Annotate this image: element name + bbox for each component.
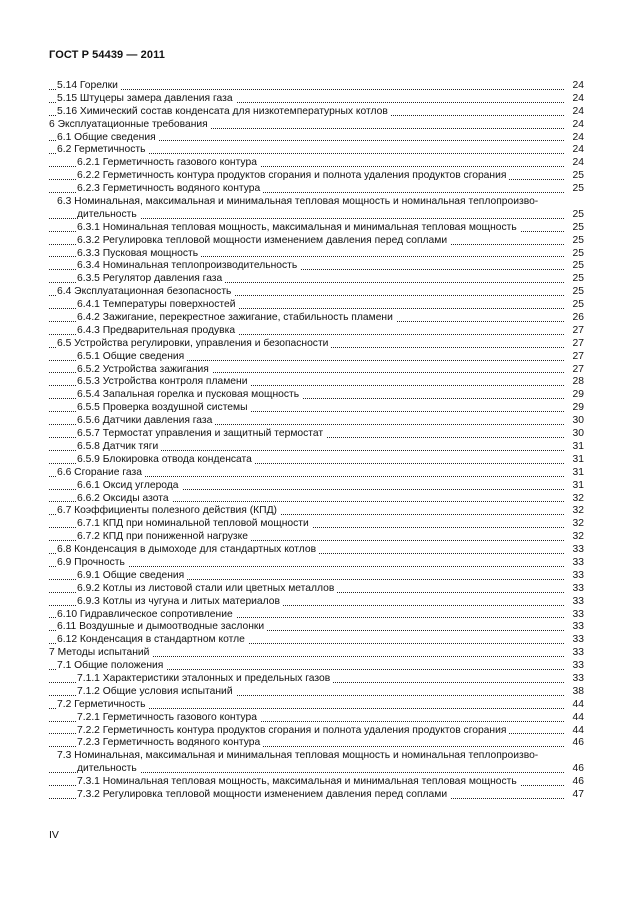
toc-entry-page: 30 bbox=[566, 415, 584, 428]
toc-entry-title: 7.2.3 Герметичность водяного контура bbox=[77, 737, 263, 750]
toc-entry[interactable] bbox=[49, 660, 584, 673]
toc-entry-title: 6.7.2 КПД при пониженной нагрузке bbox=[77, 531, 251, 544]
toc-entry-title: 6.7 Коэффициенты полезного действия (КПД) bbox=[57, 505, 280, 518]
toc-entry-title: 6.3 Номинальная, максимальная и минимальная тепловая мощность и номинальная теплопроизво- bbox=[57, 196, 541, 209]
toc-entry-page: 24 bbox=[566, 80, 584, 93]
toc-entry[interactable] bbox=[49, 93, 584, 106]
toc-entry-page: 31 bbox=[566, 441, 584, 454]
toc-entry[interactable] bbox=[49, 699, 584, 712]
toc-entry-title: 7.3.2 Регулировка тепловой мощности изменением давления перед соплами bbox=[77, 789, 450, 802]
toc-entry[interactable] bbox=[49, 222, 584, 235]
toc-entry[interactable] bbox=[49, 686, 584, 699]
toc-entry[interactable] bbox=[49, 273, 584, 286]
toc-entry-page: 33 bbox=[566, 583, 584, 596]
toc-entry-page: 25 bbox=[566, 209, 584, 222]
toc-entry-page: 44 bbox=[566, 725, 584, 738]
toc-entry[interactable] bbox=[49, 428, 584, 441]
toc-entry[interactable] bbox=[49, 106, 584, 119]
toc-entry-page: 25 bbox=[566, 222, 584, 235]
toc-entry[interactable] bbox=[49, 557, 584, 570]
toc-entry[interactable] bbox=[49, 763, 584, 776]
toc-entry-title: 6.5.1 Общие сведения bbox=[77, 351, 187, 364]
toc-entry-title: 6.5.6 Датчики давления газа bbox=[77, 415, 215, 428]
toc-entry-page: 29 bbox=[566, 402, 584, 415]
toc-entry-title: 6.7.1 КПД при номинальной тепловой мощности bbox=[77, 518, 312, 531]
toc-entry-title: 6.4.3 Предварительная продувка bbox=[77, 325, 238, 338]
toc-entry[interactable] bbox=[49, 183, 584, 196]
toc-entry-page: 33 bbox=[566, 634, 584, 647]
toc-entry[interactable] bbox=[49, 364, 584, 377]
toc-entry-page: 33 bbox=[566, 557, 584, 570]
toc-entry-page: 33 bbox=[566, 621, 584, 634]
toc-entry[interactable] bbox=[49, 505, 584, 518]
toc-entry-title: 6.9.2 Котлы из листовой стали или цветных металлов bbox=[77, 583, 337, 596]
toc-entry[interactable] bbox=[49, 389, 584, 402]
toc-entry[interactable] bbox=[49, 351, 584, 364]
toc-entry-title: 6.5 Устройства регулировки, управления и безопасности bbox=[57, 338, 331, 351]
toc-entry-page: 24 bbox=[566, 132, 584, 145]
toc-entry-page: 33 bbox=[566, 609, 584, 622]
toc-entry-page: 31 bbox=[566, 467, 584, 480]
toc-entry-title: 7.2 Герметичность bbox=[57, 699, 148, 712]
toc-entry-title: 6.4.2 Зажигание, перекрестное зажигание, стабильность пламени bbox=[77, 312, 396, 325]
toc-entry[interactable] bbox=[49, 583, 584, 596]
toc-entry-title: 7.1.2 Общие условия испытаний bbox=[77, 686, 236, 699]
toc-entry-page: 29 bbox=[566, 389, 584, 402]
toc-entry-title: 7 Методы испытаний bbox=[49, 647, 152, 660]
toc-entry-title: 6.5.4 Запальная горелка и пусковая мощность bbox=[77, 389, 302, 402]
toc-entry-title: 7.2.1 Герметичность газового контура bbox=[77, 712, 260, 725]
toc-entry[interactable] bbox=[49, 196, 584, 209]
toc-entry[interactable] bbox=[49, 750, 584, 763]
toc-entry-page: 25 bbox=[566, 248, 584, 261]
toc-entry[interactable] bbox=[49, 634, 584, 647]
toc-entry-page: 33 bbox=[566, 647, 584, 660]
toc-entry[interactable] bbox=[49, 235, 584, 248]
toc-entry[interactable] bbox=[49, 789, 584, 802]
toc-entry[interactable] bbox=[49, 248, 584, 261]
toc-entry[interactable] bbox=[49, 157, 584, 170]
toc-entry-page: 27 bbox=[566, 364, 584, 377]
toc-entry[interactable] bbox=[49, 119, 584, 132]
toc-entry-page: 31 bbox=[566, 480, 584, 493]
toc-entry-title: 6.5.7 Термостат управления и защитный термостат bbox=[77, 428, 326, 441]
toc-entry[interactable] bbox=[49, 415, 584, 428]
toc-entry-title: дительность bbox=[77, 209, 140, 222]
page-number: IV bbox=[49, 829, 59, 841]
toc-entry-page: 44 bbox=[566, 712, 584, 725]
toc-entry[interactable] bbox=[49, 402, 584, 415]
toc-entry-title: 6.11 Воздушные и дымоотводные заслонки bbox=[57, 621, 267, 634]
toc-entry-page: 38 bbox=[566, 686, 584, 699]
toc-entry[interactable] bbox=[49, 441, 584, 454]
toc-entry-title: 6.6.1 Оксид углерода bbox=[77, 480, 182, 493]
toc-entry[interactable] bbox=[49, 260, 584, 273]
toc-entry-title: 5.15 Штуцеры замера давления газа bbox=[57, 93, 236, 106]
toc-entry-title: 7.1 Общие положения bbox=[57, 660, 166, 673]
toc-entry-page: 32 bbox=[566, 505, 584, 518]
toc-entry-page: 27 bbox=[566, 325, 584, 338]
toc-entry-title: 6.3.1 Номинальная тепловая мощность, максимальная и минимальная тепловая мощность bbox=[77, 222, 520, 235]
toc-entry-page: 25 bbox=[566, 260, 584, 273]
toc-entry[interactable] bbox=[49, 480, 584, 493]
toc-entry-page: 25 bbox=[566, 183, 584, 196]
toc-entry-title: 6.4 Эксплуатационная безопасность bbox=[57, 286, 234, 299]
toc-entry-title: 6.5.3 Устройства контроля пламени bbox=[77, 376, 250, 389]
toc-entry-title: 5.16 Химический состав конденсата для низкотемпературных котлов bbox=[57, 106, 391, 119]
toc-entry-title: 6.6 Сгорание газа bbox=[57, 467, 145, 480]
toc-entry-title: 6.9.1 Общие сведения bbox=[77, 570, 187, 583]
toc-entry-page: 25 bbox=[566, 170, 584, 183]
toc-entry-page: 46 bbox=[566, 763, 584, 776]
toc-entry-title: 6.9 Прочность bbox=[57, 557, 128, 570]
toc-entry-page: 33 bbox=[566, 673, 584, 686]
toc-entry-page: 24 bbox=[566, 157, 584, 170]
table-of-contents bbox=[49, 80, 584, 802]
toc-entry-page: 32 bbox=[566, 493, 584, 506]
toc-entry-page: 27 bbox=[566, 351, 584, 364]
toc-entry-page: 32 bbox=[566, 518, 584, 531]
toc-entry-title: 6.5.5 Проверка воздушной системы bbox=[77, 402, 251, 415]
toc-entry-page: 26 bbox=[566, 312, 584, 325]
toc-entry-title: 6.6.2 Оксиды азота bbox=[77, 493, 172, 506]
toc-entry-page: 27 bbox=[566, 338, 584, 351]
toc-entry[interactable] bbox=[49, 132, 584, 145]
toc-entry-title: 6.2.2 Герметичность контура продуктов сгорания и полнота удаления продуктов сгорания bbox=[77, 170, 509, 183]
toc-entry[interactable] bbox=[49, 544, 584, 557]
toc-entry-title: 6.8 Конденсация в дымоходе для стандартных котлов bbox=[57, 544, 319, 557]
toc-entry-title: дительность bbox=[77, 763, 140, 776]
toc-entry-page: 25 bbox=[566, 235, 584, 248]
toc-entry-page: 24 bbox=[566, 93, 584, 106]
toc-entry-page: 47 bbox=[566, 789, 584, 802]
toc-entry[interactable] bbox=[49, 621, 584, 634]
toc-entry-title: 5.14 Горелки bbox=[57, 80, 121, 93]
toc-entry[interactable] bbox=[49, 725, 584, 738]
toc-entry-page: 33 bbox=[566, 544, 584, 557]
toc-leader-dots bbox=[49, 89, 564, 90]
toc-entry-title: 6.10 Гидравлическое сопротивление bbox=[57, 609, 236, 622]
toc-entry-page: 24 bbox=[566, 119, 584, 132]
toc-entry-page: 30 bbox=[566, 428, 584, 441]
toc-entry-page: 28 bbox=[566, 376, 584, 389]
toc-entry-page: 25 bbox=[566, 286, 584, 299]
toc-entry-title: 6.3.3 Пусковая мощность bbox=[77, 248, 201, 261]
toc-entry-title: 6.3.4 Номинальная теплопроизводительность bbox=[77, 260, 300, 273]
toc-entry[interactable] bbox=[49, 609, 584, 622]
toc-entry[interactable] bbox=[49, 299, 584, 312]
toc-entry[interactable] bbox=[49, 647, 584, 660]
toc-entry[interactable] bbox=[49, 80, 584, 93]
toc-entry-title: 6.3.5 Регулятор давления газа bbox=[77, 273, 225, 286]
toc-entry[interactable] bbox=[49, 531, 584, 544]
toc-entry-title: 6.5.8 Датчик тяги bbox=[77, 441, 161, 454]
toc-entry-title: 7.2.2 Герметичность контура продуктов сгорания и полнота удаления продуктов сгорания bbox=[77, 725, 509, 738]
toc-entry-page: 24 bbox=[566, 144, 584, 157]
toc-entry-page: 25 bbox=[566, 273, 584, 286]
toc-entry-title: 6.12 Конденсация в стандартном котле bbox=[57, 634, 248, 647]
toc-entry-page: 33 bbox=[566, 570, 584, 583]
toc-entry-page: 44 bbox=[566, 699, 584, 712]
toc-entry[interactable] bbox=[49, 712, 584, 725]
toc-entry[interactable] bbox=[49, 338, 584, 351]
toc-entry[interactable] bbox=[49, 376, 584, 389]
toc-entry-title: 6.3.2 Регулировка тепловой мощности изменением давления перед соплами bbox=[77, 235, 450, 248]
toc-entry[interactable] bbox=[49, 144, 584, 157]
toc-entry-title: 6.4.1 Температуры поверхностей bbox=[77, 299, 238, 312]
toc-entry-page: 32 bbox=[566, 531, 584, 544]
toc-entry-title: 7.3 Номинальная, максимальная и минимальная тепловая мощность и номинальная теплопроизво- bbox=[57, 750, 541, 763]
toc-entry-title: 6.9.3 Котлы из чугуна и литых материалов bbox=[77, 596, 283, 609]
toc-entry-page: 46 bbox=[566, 776, 584, 789]
toc-entry[interactable] bbox=[49, 493, 584, 506]
toc-entry-title: 6.2.1 Герметичность газового контура bbox=[77, 157, 260, 170]
toc-entry-title: 6.5.2 Устройства зажигания bbox=[77, 364, 212, 377]
toc-entry-title: 6.5.9 Блокировка отвода конденсата bbox=[77, 454, 255, 467]
toc-entry[interactable] bbox=[49, 312, 584, 325]
toc-entry[interactable] bbox=[49, 737, 584, 750]
toc-entry-title: 6 Эксплуатационные требования bbox=[49, 119, 211, 132]
document-header: ГОСТ Р 54439 — 2011 bbox=[49, 49, 165, 61]
toc-entry-title: 6.2.3 Герметичность водяного контура bbox=[77, 183, 263, 196]
toc-entry[interactable] bbox=[49, 286, 584, 299]
toc-entry[interactable] bbox=[49, 170, 584, 183]
toc-entry-page: 25 bbox=[566, 299, 584, 312]
toc-entry-title: 6.2 Герметичность bbox=[57, 144, 148, 157]
toc-entry-title: 7.1.1 Характеристики эталонных и предельных газов bbox=[77, 673, 333, 686]
toc-entry[interactable] bbox=[49, 454, 584, 467]
toc-entry[interactable] bbox=[49, 325, 584, 338]
toc-entry-page: 46 bbox=[566, 737, 584, 750]
toc-entry-title: 7.3.1 Номинальная тепловая мощность, максимальная и минимальная тепловая мощность bbox=[77, 776, 520, 789]
toc-entry[interactable] bbox=[49, 467, 584, 480]
toc-entry-page: 31 bbox=[566, 454, 584, 467]
toc-entry-page: 33 bbox=[566, 596, 584, 609]
toc-entry[interactable] bbox=[49, 673, 584, 686]
toc-entry[interactable] bbox=[49, 209, 584, 222]
toc-entry[interactable] bbox=[49, 570, 584, 583]
toc-entry-page: 33 bbox=[566, 660, 584, 673]
toc-entry-page: 24 bbox=[566, 106, 584, 119]
toc-entry[interactable] bbox=[49, 518, 584, 531]
toc-entry-title: 6.1 Общие сведения bbox=[57, 132, 159, 145]
toc-entry[interactable] bbox=[49, 596, 584, 609]
toc-entry[interactable] bbox=[49, 776, 584, 789]
